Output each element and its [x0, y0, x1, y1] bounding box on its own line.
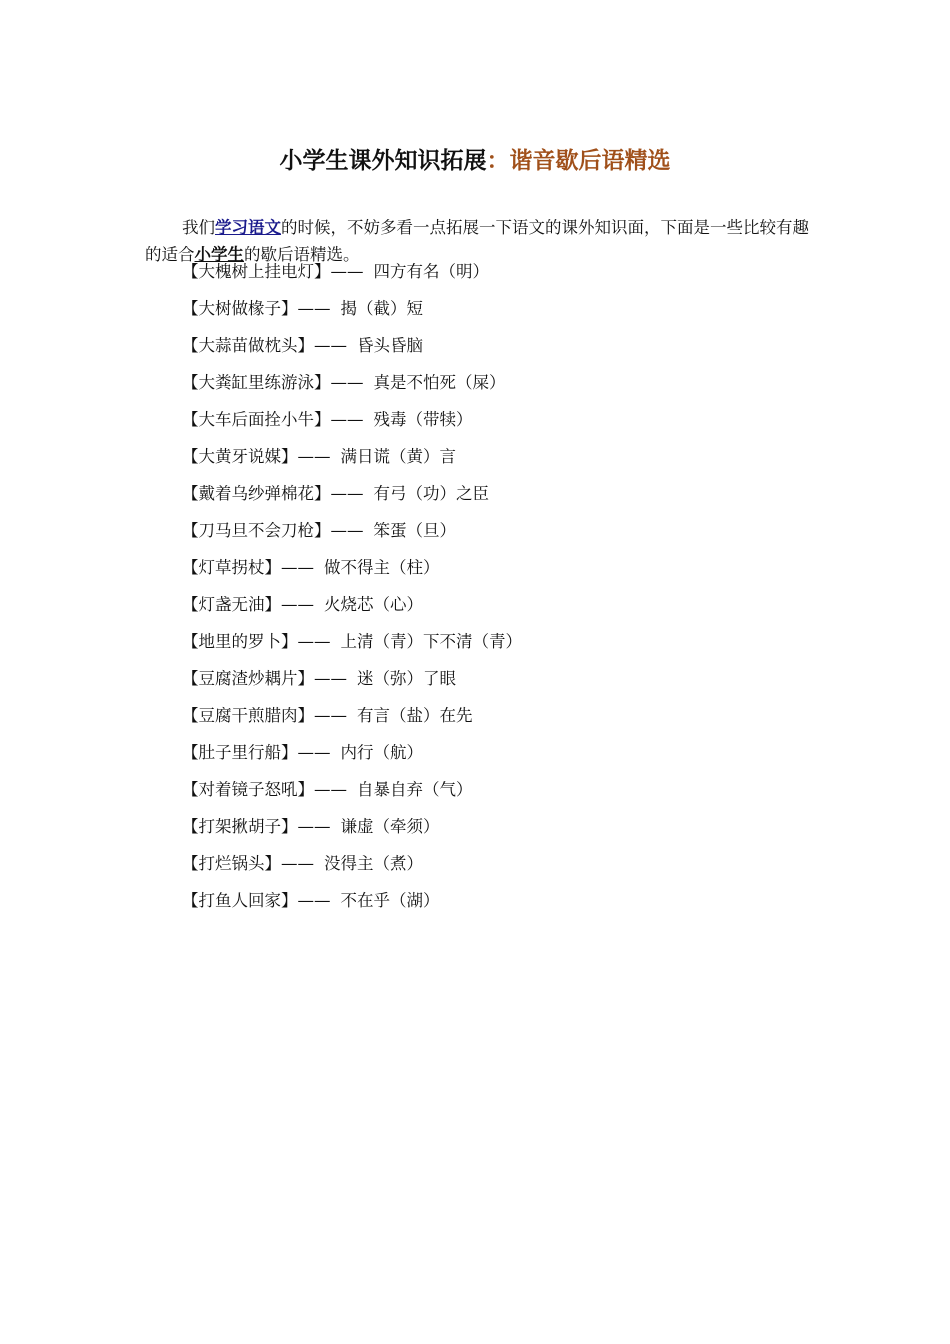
riddle-text: 【灯盏无油】: [182, 595, 281, 614]
list-item: [182, 736, 522, 773]
pupil-link[interactable]: 小学生: [194, 244, 244, 264]
dash-separator: ——: [330, 484, 364, 503]
document-title: [0, 143, 950, 179]
dash-separator: ——: [297, 817, 331, 836]
answer-text: 残毒（带犊）: [373, 410, 473, 429]
dash-separator: ——: [281, 558, 314, 577]
answer-text: 谦虚（牵须）: [340, 817, 440, 836]
title-part-1: 小学生课外知识拓展: [279, 148, 487, 174]
answer-text: 笨蛋（旦）: [373, 521, 456, 540]
answer-text: 做不得主（柱）: [324, 558, 440, 577]
answer-text: 内行（航）: [340, 743, 423, 762]
list-item: [182, 366, 522, 403]
dash-separator: ——: [281, 854, 314, 873]
riddle-text: 【大槐树上挂电灯】: [182, 262, 331, 281]
answer-text: 昏头昏脑: [357, 336, 423, 355]
dash-separator: ——: [330, 410, 364, 429]
riddle-text: 【大黄牙说媒】: [182, 447, 298, 466]
dash-separator: ——: [314, 669, 347, 688]
intro-text-middle: 的时候，不妨多看一点拓展一下语文的课外知识面，下面是一些比较有趣的适合: [145, 217, 809, 264]
study-chinese-link[interactable]: 学习语文: [215, 217, 281, 237]
dash-separator: ——: [297, 743, 331, 762]
xiehouyu-list: [182, 255, 522, 921]
answer-text: 不在乎（湖）: [340, 891, 440, 910]
riddle-text: 【刀马旦不会刀枪】: [182, 521, 331, 540]
list-item: [182, 403, 522, 440]
riddle-text: 【打鱼人回家】: [182, 891, 298, 910]
dash-separator: ——: [297, 447, 331, 466]
riddle-text: 【大车后面拴小牛】: [182, 410, 331, 429]
dash-separator: ——: [297, 891, 331, 910]
answer-text: 火烧芯（心）: [324, 595, 423, 614]
intro-text-end: 的歇后语精选。: [244, 244, 360, 264]
list-item: [182, 625, 522, 662]
riddle-text: 【戴着乌纱弹棉花】: [182, 484, 331, 503]
list-item: [182, 514, 522, 551]
riddle-text: 【豆腐干煎腊肉】: [182, 706, 314, 725]
list-item: [182, 699, 522, 736]
answer-text: 上清（青）下不清（青）: [340, 632, 522, 651]
answer-text: 有弓（功）之臣: [373, 484, 489, 503]
riddle-text: 【豆腐渣炒耦片】: [182, 669, 314, 688]
list-item: [182, 810, 522, 847]
list-item: [182, 662, 522, 699]
riddle-text: 【大粪缸里练游泳】: [182, 373, 331, 392]
dash-separator: ——: [330, 373, 364, 392]
answer-text: 有言（盐）在先: [357, 706, 473, 725]
riddle-text: 【大树做椽子】: [182, 299, 298, 318]
riddle-text: 【打烂锅头】: [182, 854, 281, 873]
dash-separator: ——: [297, 299, 331, 318]
dash-separator: ——: [314, 336, 347, 355]
dash-separator: ——: [314, 780, 347, 799]
title-part-2: 谐音歇后语精选: [509, 148, 671, 174]
answer-text: 四方有名（明）: [373, 262, 489, 281]
riddle-text: 【灯草拐杖】: [182, 558, 281, 577]
list-item: [182, 329, 522, 366]
dash-separator: ——: [281, 595, 314, 614]
dash-separator: ——: [330, 521, 364, 540]
list-item: [182, 551, 522, 588]
riddle-text: 【地里的罗卜】: [182, 632, 298, 651]
answer-text: 真是不怕死（屎）: [373, 373, 506, 392]
answer-text: 揭（截）短: [340, 299, 423, 318]
list-item: [182, 477, 522, 514]
dash-separator: ——: [314, 706, 347, 725]
riddle-text: 【大蒜苗做枕头】: [182, 336, 314, 355]
list-item: [182, 847, 522, 884]
title-separator: ：: [486, 148, 510, 174]
dash-separator: ——: [330, 262, 364, 281]
riddle-text: 【对着镜子怒吼】: [182, 780, 314, 799]
riddle-text: 【肚子里行船】: [182, 743, 298, 762]
riddle-text: 【打架揪胡子】: [182, 817, 298, 836]
answer-text: 自暴自弃（气）: [357, 780, 473, 799]
list-item: [182, 292, 522, 329]
list-item: [182, 440, 522, 477]
list-item: [182, 773, 522, 810]
intro-text-start: 我们: [182, 217, 215, 237]
answer-text: 迷（弥）了眼: [357, 669, 456, 688]
answer-text: 没得主（煮）: [324, 854, 423, 873]
answer-text: 满日谎（黄）言: [340, 447, 456, 466]
list-item: [182, 255, 522, 292]
list-item: [182, 884, 522, 921]
dash-separator: ——: [297, 632, 331, 651]
list-item: [182, 588, 522, 625]
